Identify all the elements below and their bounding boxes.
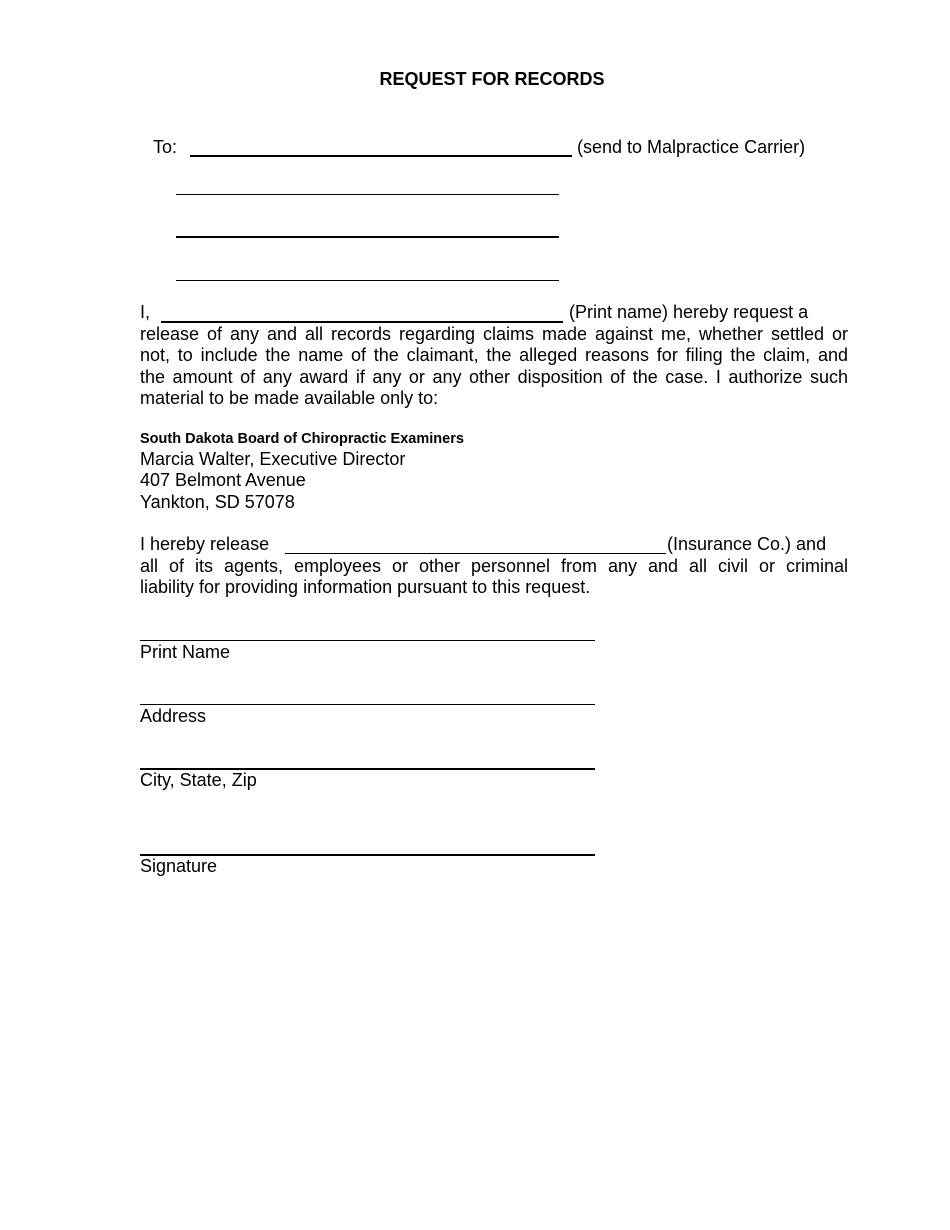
recipient-street: 407 Belmont Avenue — [140, 470, 306, 490]
address-label: Address — [140, 706, 207, 726]
release-paragraph — [140, 534, 848, 599]
insurance-company-field-line[interactable] — [285, 553, 666, 554]
request-paragraph — [140, 302, 848, 410]
release-line-2: all of its agents, employees or other personnel from any and all civil or criminal — [140, 555, 848, 576]
request-line-3: not, to include the name of the claimant, the alleged reasons for filing the claim, and — [140, 345, 848, 365]
request-line-5: material to be made available only to: — [140, 388, 439, 408]
request-prefix: I, — [140, 302, 151, 322]
request-line-4: the amount of any award if any or any other disposition of the case. I authorize such — [140, 366, 848, 387]
request-line1-suffix: (Print name) hereby request a — [569, 302, 809, 322]
recipient-organization: South Dakota Board of Chiropractic Examiners — [140, 431, 464, 447]
carrier-address-line-3[interactable] — [176, 280, 559, 281]
carrier-address-line-1[interactable] — [176, 194, 559, 195]
page-title: REQUEST FOR RECORDS — [379, 69, 605, 89]
address-line[interactable] — [140, 704, 595, 705]
release-prefix: I hereby release — [140, 534, 270, 554]
release-line1-suffix: (Insurance Co.) and — [667, 534, 827, 554]
release-line-3: liability for providing information pursuant to this request. — [140, 577, 591, 597]
carrier-address-line-2[interactable] — [176, 236, 559, 238]
to-field-line[interactable] — [190, 155, 572, 157]
signature-label: Signature — [140, 856, 218, 876]
to-label: To: — [153, 137, 178, 157]
recipient-city-state-zip: Yankton, SD 57078 — [140, 492, 295, 512]
recipient-contact: Marcia Walter, Executive Director — [140, 449, 406, 469]
print-name-label: Print Name — [140, 642, 231, 662]
print-name-line[interactable] — [140, 640, 595, 641]
city-state-zip-label: City, State, Zip — [140, 770, 257, 790]
request-line-2: release of any and all records regarding claims made against me, whether settled or — [140, 323, 848, 344]
print-name-field-line[interactable] — [161, 321, 563, 323]
to-suffix: (send to Malpractice Carrier) — [577, 137, 806, 157]
